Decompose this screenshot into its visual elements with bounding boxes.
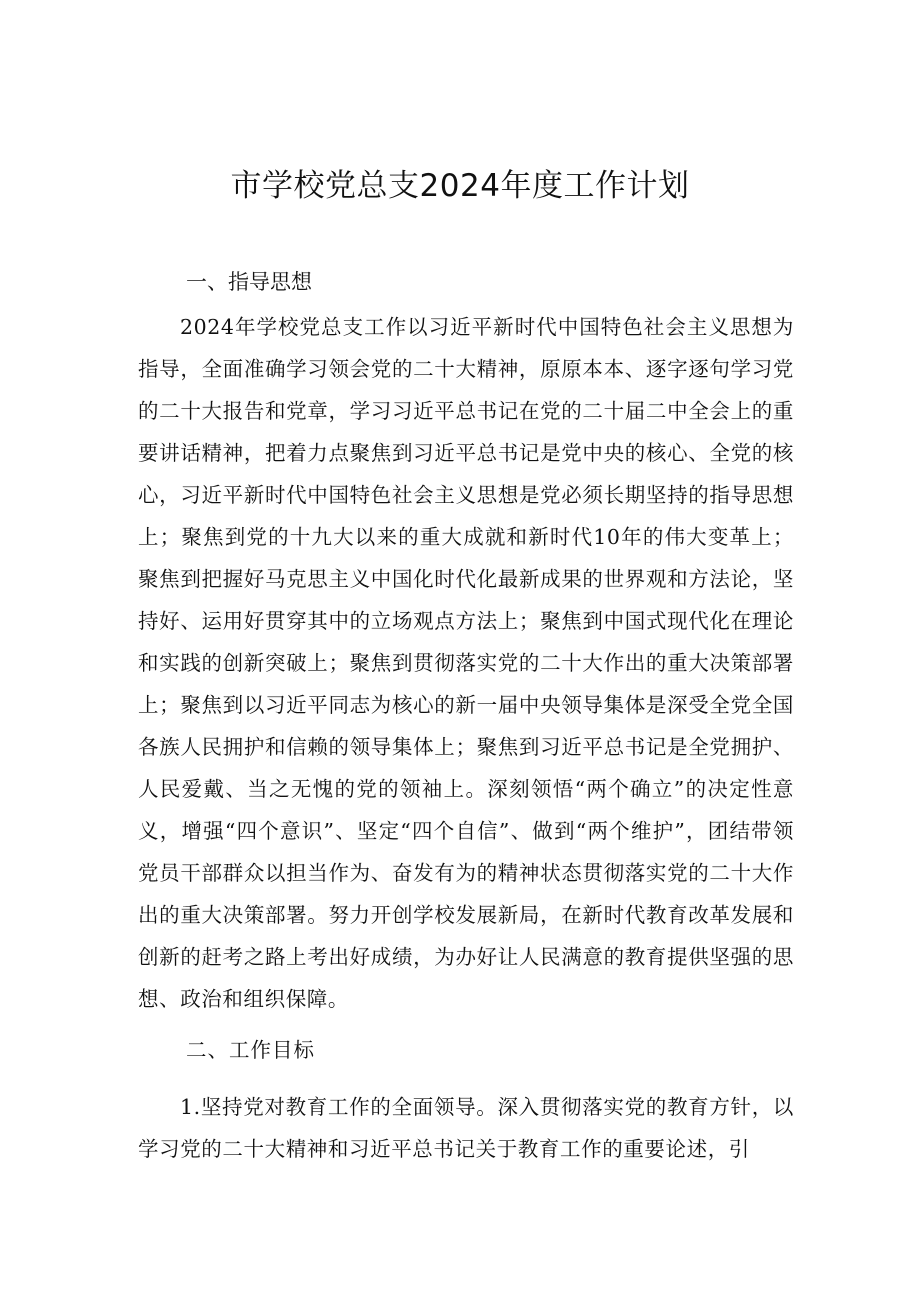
section-heading-guiding-ideology: 一、指导思想 [186,270,312,294]
section-paragraph-guiding-ideology: 2024年学校党总支工作以习近平新时代中国特色社会主义思想为指导，全面准确学习领会党的二十大精神，原原本本、逐字逐句学习党的二十大报告和党章，学习习近平总书记在党的二十届二中全会上的重要讲话精神，把着力点聚焦到习近平总书记是党中央的核心、全党的核心，习近平新时代中国特色社会主义思想是党必须长期坚持的指导思想上；聚焦到党的十九大以来的重大成就和新时代10年的伟大变革上；聚焦到把握好马克思主义中国化时代化最新成果的世界观和方法论，坚持好、运用好贯穿其中的立场观点方法上；聚焦到中国式现代化在理论和实践的创新突破上；聚焦到贯彻落实党的二十大作出的重大决策部署上；聚焦到以习近平同志为核心的新一届中央领导集体是深受全党全国各族人民拥护和信赖的领导集体上；聚焦到习近平总书记是全党拥护、人民爱戴、当之无愧的党的领袖上。深刻领悟“两个确立”的决定性意义，增强“四个意识”、坚定“四个自信”、做到“两个维护”，团结带领党员干部群众以担当作为、奋发有为的精神状态贯彻落实党的二十大作出的重大决策部署。努力开创学校发展新局，在新时代教育改革发展和创新的赶考之路上考出好成绩，为办好让人民满意的教育提供坚强的思想、政治和组织保障。 [138,315,794,1011]
section-paragraph-work-goals: 1.坚持党对教育工作的全面领导。深入贯彻落实党的教育方针，以学习党的二十大精神和习近平总书记关于教育工作的重要论述，引 [138,1095,794,1161]
document-title: 市学校党总支2024年度工作计划 [230,168,690,204]
section-heading-work-goals: 二、工作目标 [186,1038,315,1062]
